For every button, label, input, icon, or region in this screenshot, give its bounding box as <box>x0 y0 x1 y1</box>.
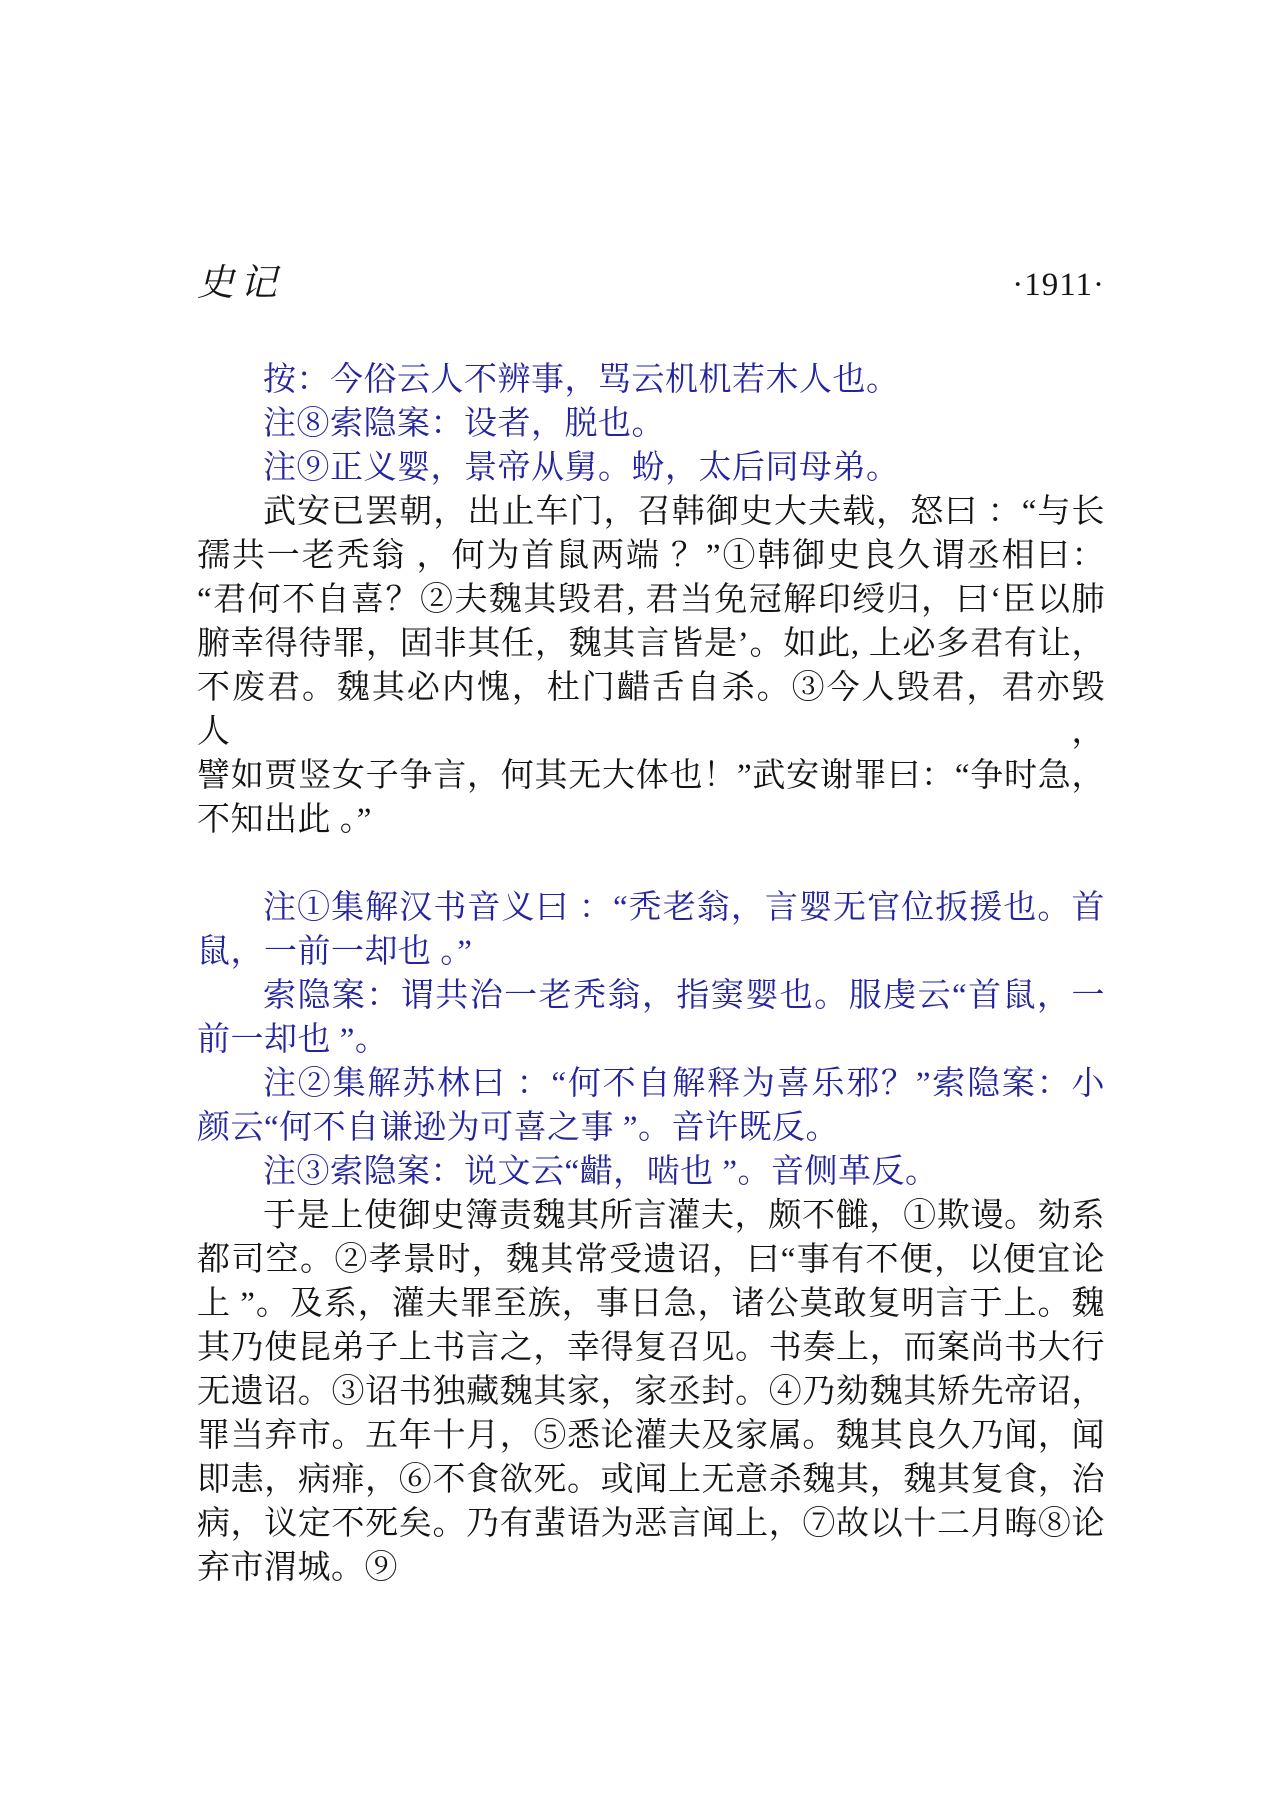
page-header <box>197 262 1105 307</box>
text-line: 于是上使御史簿责魏其所言灌夫，颇不雠，①欺谩。劾系 <box>263 1198 1105 1234</box>
text-line: 不废君。魏其必内愧，杜门齰舌自杀。③今人毁君，君亦毁人， <box>197 670 1105 750</box>
text-line: 其乃使昆弟子上书言之，幸得复召见。书奏上，而案尚书大行 <box>197 1330 1105 1366</box>
text-line: 注⑨正义婴，景帝从舅。蚡，太后同母弟。 <box>263 450 900 486</box>
text-line: 武安已罢朝，出止车门，召韩御史大夫载，怒曰 ：“与长 <box>263 494 1105 530</box>
text-line: 罪当弃市。五年十月，⑤悉论灌夫及家属。魏其良久乃闻，闻 <box>197 1418 1105 1454</box>
text-body <box>197 358 1105 1590</box>
text-line: 病，议定不死矣。乃有蜚语为恶言闻上，⑦故以十二月晦⑧论 <box>197 1506 1105 1542</box>
text-line: 鼠，一前一却也 。” <box>197 934 473 970</box>
text-line: 注②集解苏林曰 ：“何不自解释为喜乐邪？”索隐案：小 <box>263 1066 1105 1102</box>
text-line: 前一却也 ”。 <box>197 1022 389 1058</box>
text-line: 注①集解汉书音义曰 ：“秃老翁，言婴无官位扳援也。首 <box>263 890 1105 926</box>
text-line: 颜云“何不自谦逊为可喜之事 ”。音许既反。 <box>197 1110 840 1146</box>
text-line: 上 ”。及系，灌夫罪至族，事日急，诸公莫敢复明言于上。魏 <box>197 1286 1105 1322</box>
text-line: 都司空。②孝景时，魏其常受遗诏，曰“事有不便，以便宜论 <box>197 1242 1105 1278</box>
text-line: 无遗诏。③诏书独藏魏其家，家丞封。④乃劾魏其矫先帝诏， <box>197 1374 1105 1410</box>
text-line: “君何不自喜？②夫魏其毁君, 君当免冠解印绶归，曰‘臣以肺 <box>197 582 1105 618</box>
text-line: 譬如贾竖女子争言，何其无大体也！”武安谢罪曰：“争时急， <box>197 758 1105 794</box>
text-line: 弃市渭城。⑨ <box>197 1550 398 1586</box>
text-line: 孺共一老秃翁 ，何为首鼠两端 ？”①韩御史良久谓丞相曰： <box>197 538 1105 574</box>
text-line: 注③索隐案：说文云“齰，啮也 ”。音侧革反。 <box>263 1154 939 1190</box>
text-line: 按：今俗云人不辨事，骂云机机若木人也。 <box>263 362 900 398</box>
text-line: 注⑧索隐案：设者，脱也。 <box>263 406 665 442</box>
text-line: 索隐案：谓共治一老秃翁，指窦婴也。服虔云“首鼠，一 <box>263 978 1105 1014</box>
text-line: 即恚，病痱，⑥不食欲死。或闻上无意杀魏其，魏其复食，治 <box>197 1462 1105 1498</box>
text-line: 腑幸得待罪，固非其任，魏其言皆是’。如此, 上必多君有让， <box>197 626 1105 662</box>
text-line: 不知出此 。” <box>197 802 372 838</box>
page-number: ·1911· <box>1012 267 1105 303</box>
book-title: 史记 <box>197 263 283 304</box>
